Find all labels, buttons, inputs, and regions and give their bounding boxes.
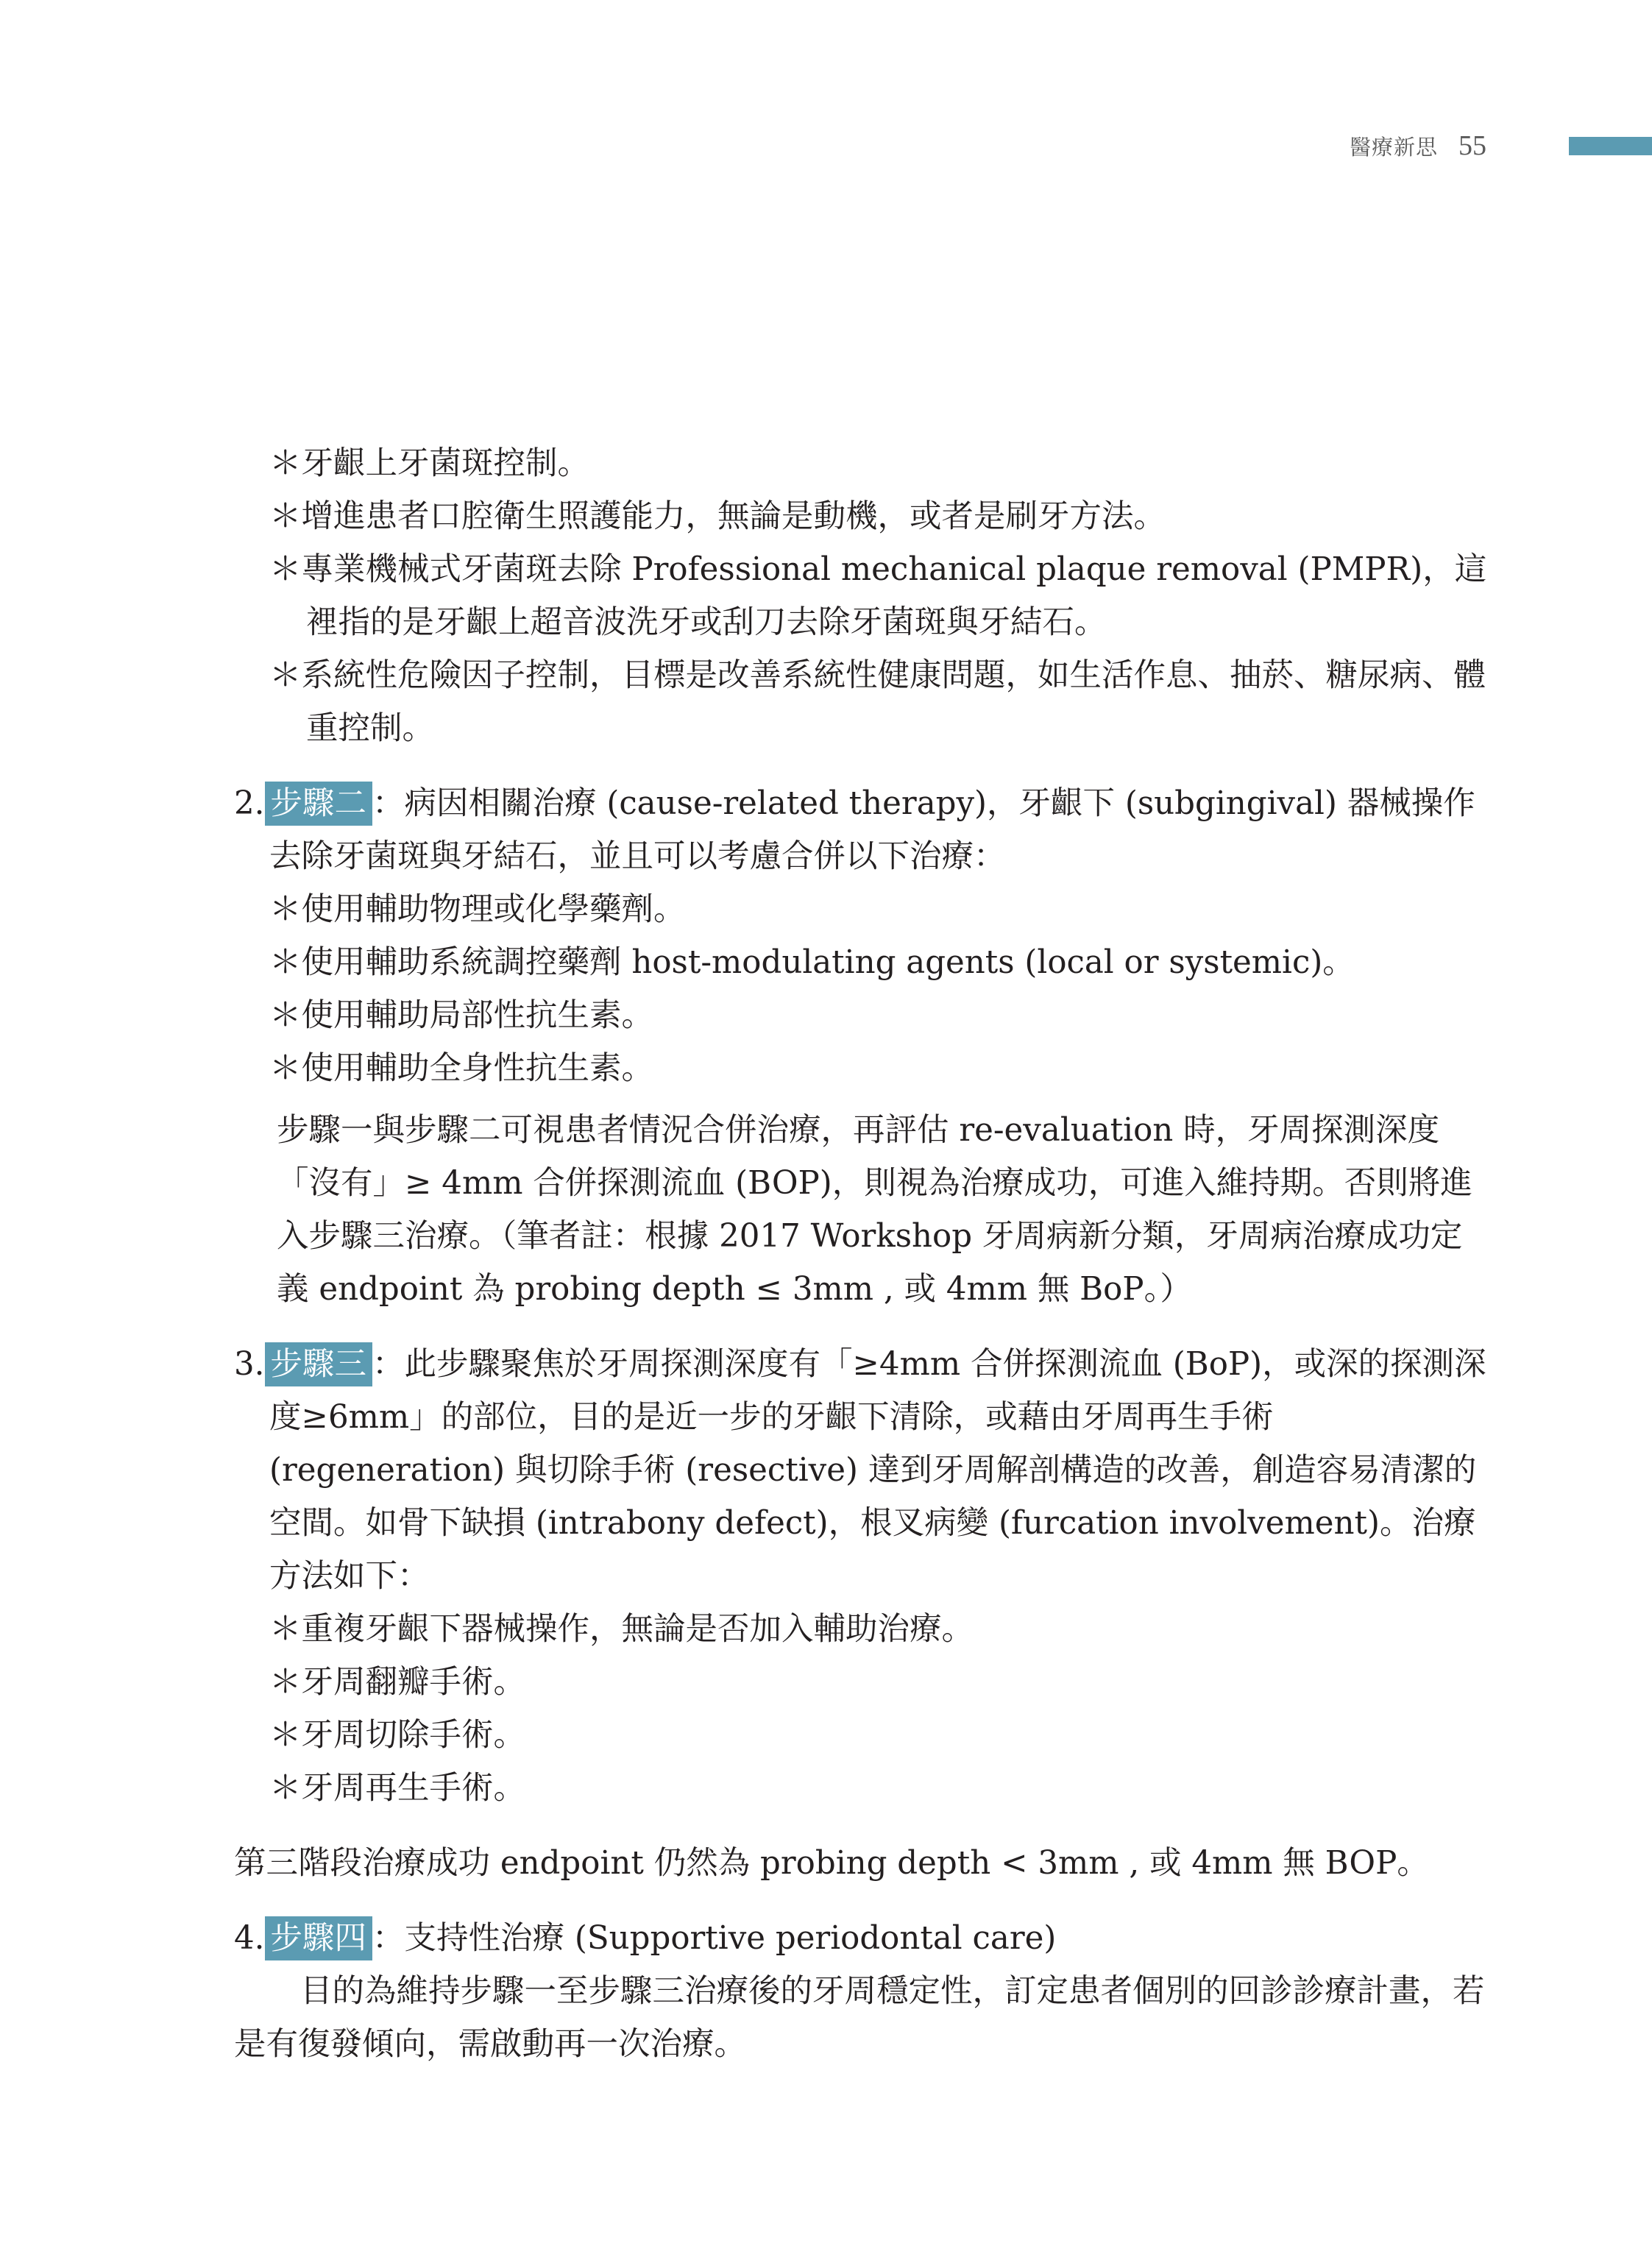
step2-text: ：病因相關治療 (cause-related therapy)，牙齦下 (subgingival) 器械操作去除牙菌斑與牙結石，並且可以考慮合併以下治療： (269, 785, 1475, 875)
list-item: ＊使用輔助系統調控藥劑 host-modulating agents (local or systemic)。 (269, 944, 1355, 981)
running-header (1350, 130, 1486, 162)
list-item: ＊牙周再生手術。 (269, 1770, 525, 1807)
list-item: ＊牙周翻瓣手術。 (269, 1664, 525, 1701)
step2-note: 步驟一與步驟二可視患者情況合併治療，再評估 re-evaluation 時，牙周探測深度「沒有」≥ 4mm 合併探測流血 (BOP)，則視為治療成功，可進入維持期。否則將進入步驟三治療。（筆者註：根據 2017 Workshop 牙周病新分類，牙周病治療成功定義 endpoint 為 probing depth ≤ 3mm , 或 4mm 無 BoP。） (277, 1112, 1472, 1308)
list-item: ＊牙周切除手術。 (269, 1717, 525, 1754)
step2-item (234, 777, 1489, 883)
step3-text: ：此步驟聚焦於牙周探測深度有「≥4mm 合併探測流血 (BoP)，或深的探測深度≥6mm」的部位，目的是近一步的牙齦下清除，或藉由牙周再生手術 (regeneration) 與切除手術 (resective) 達到牙周解剖構造的改善，創造容易清潔的空間。如骨下缺損 (intrabony defect)，根叉病變 (furcation involvement)。治療方法如下： (269, 1346, 1486, 1595)
step2-bullet-list (234, 883, 1489, 1095)
list-item: ＊專業機械式牙菌斑去除 Professional mechanical plaque removal (PMPR)，這裡指的是牙齦上超音波洗牙或刮刀去除牙菌斑與牙結石。 (269, 551, 1487, 641)
list-item: ＊增進患者口腔衛生照護能力，無論是動機，或者是刷牙方法。 (269, 498, 1166, 535)
step4-number: 4. (234, 1920, 265, 1957)
step4-paragraph: 目的為維持步驟一至步驟三治療後的牙周穩定性，訂定患者個別的回診診療計畫，若是有復發傾向，需啟動再一次治療。 (234, 1973, 1485, 2063)
header-section-title: 醫療新思 (1349, 135, 1438, 160)
step4-text: ：支持性治療 (Supportive periodontal care) (372, 1920, 1057, 1957)
list-item: ＊系統性危險因子控制，目標是改善系統性健康問題，如生活作息、抽菸、糖尿病、體重控制。 (269, 657, 1486, 747)
list-item: ＊牙齦上牙菌斑控制。 (269, 445, 589, 482)
step3-number: 3. (234, 1346, 265, 1383)
header-accent-bar (1569, 137, 1652, 155)
step4-tag: 步驟四 (265, 1916, 373, 1960)
list-item: ＊重複牙齦下器械操作，無論是否加入輔助治療。 (269, 1611, 974, 1648)
page-number: 55 (1458, 130, 1486, 161)
step2-tag: 步驟二 (265, 782, 373, 826)
step3-tag: 步驟三 (265, 1342, 373, 1386)
list-item: ＊使用輔助物理或化學藥劑。 (269, 891, 686, 928)
page-body (234, 437, 1489, 2071)
step1-bullet-list (234, 437, 1489, 755)
step4-item (234, 1912, 1489, 1965)
stage3-summary: 第三階段治療成功 endpoint 仍然為 probing depth < 3mm , 或 4mm 無 BOP。 (234, 1845, 1429, 1882)
step3-bullet-list (234, 1603, 1489, 1815)
list-item: ＊使用輔助局部性抗生素。 (269, 997, 653, 1034)
step2-number: 2. (234, 785, 265, 822)
list-item: ＊使用輔助全身性抗生素。 (269, 1050, 653, 1087)
step3-item (234, 1338, 1489, 1603)
